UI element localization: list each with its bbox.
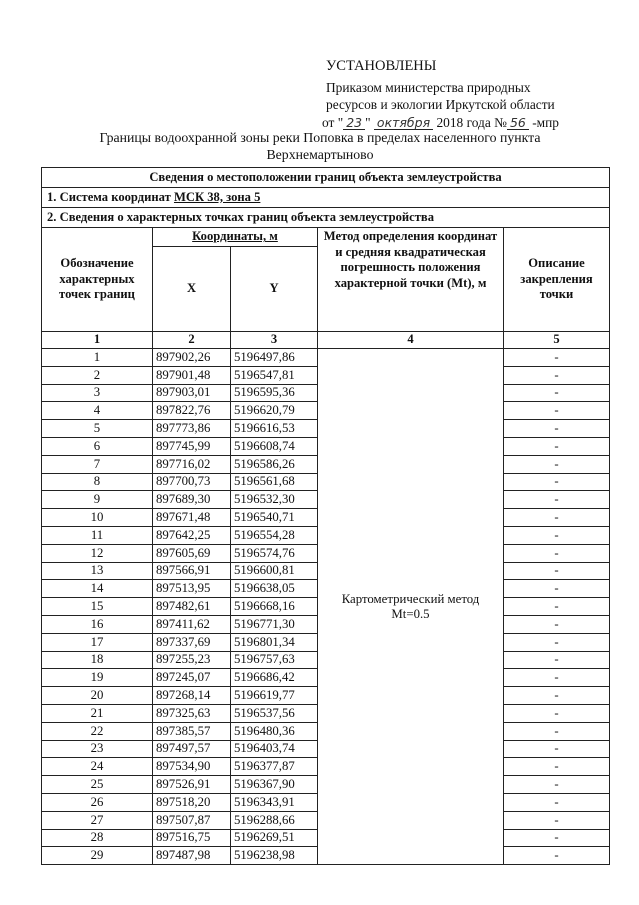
coordinate-x: 897507,87 [153, 811, 231, 829]
approval-heading: УСТАНОВЛЕНЫ [326, 58, 437, 74]
point-description: - [504, 526, 610, 544]
point-description: - [504, 758, 610, 776]
coordinate-system-row [42, 188, 610, 208]
coordinate-x: 897411,62 [153, 615, 231, 633]
coordinate-x: 897745,99 [153, 437, 231, 455]
coordinate-system-value: МСК 38, зона 5 [173, 189, 261, 204]
section-title: Сведения о местоположении границ объекта землеустройства [42, 168, 610, 188]
coordinate-x: 897671,48 [153, 509, 231, 527]
coordinate-y: 5196537,56 [231, 704, 318, 722]
point-number: 16 [42, 615, 153, 633]
coordinate-x: 897642,25 [153, 526, 231, 544]
point-description: - [504, 509, 610, 527]
coordinate-x: 897716,02 [153, 455, 231, 473]
coordinate-y: 5196600,81 [231, 562, 318, 580]
coordinate-x: 897689,30 [153, 491, 231, 509]
point-description: - [504, 455, 610, 473]
coordinate-y: 5196561,68 [231, 473, 318, 491]
point-description: - [504, 740, 610, 758]
header-y: Y [231, 247, 318, 332]
coordinate-x: 897773,86 [153, 420, 231, 438]
coordinate-y: 5196801,34 [231, 633, 318, 651]
coordinate-y: 5196608,74 [231, 437, 318, 455]
point-description: - [504, 473, 610, 491]
approval-line-1: Приказом министерства природных [326, 79, 531, 95]
coordinate-x: 897268,14 [153, 687, 231, 705]
handwritten-order-number: 56 [507, 116, 529, 130]
points-section-title: 2. Сведения о характерных точках границ объекта землеустройства [42, 208, 610, 228]
coordinate-x: 897487,98 [153, 847, 231, 865]
coordinate-y: 5196757,63 [231, 651, 318, 669]
point-number: 29 [42, 847, 153, 865]
coordinate-y: 5196480,36 [231, 722, 318, 740]
coordinate-x: 897513,95 [153, 580, 231, 598]
coordinate-x: 897497,57 [153, 740, 231, 758]
header-designation: Обозначение характерных точек границ [42, 228, 153, 332]
header-description: Описание закрепления точки [504, 228, 610, 332]
point-number: 9 [42, 491, 153, 509]
date-year: 2018 года № [436, 114, 507, 130]
coordinate-y: 5196367,90 [231, 776, 318, 794]
coordinate-y: 5196238,98 [231, 847, 318, 865]
coordinate-x: 897526,91 [153, 776, 231, 794]
point-number: 3 [42, 384, 153, 402]
point-number: 25 [42, 776, 153, 794]
coordinate-y: 5196554,28 [231, 526, 318, 544]
coordinate-y: 5196269,51 [231, 829, 318, 847]
coordinate-x: 897482,61 [153, 598, 231, 616]
point-description: - [504, 598, 610, 616]
coordinate-x: 897518,20 [153, 793, 231, 811]
point-number: 27 [42, 811, 153, 829]
coordinate-y: 5196771,30 [231, 615, 318, 633]
coordinate-x: 897337,69 [153, 633, 231, 651]
date-prefix: от " [322, 114, 344, 130]
coordinate-x: 897902,26 [153, 349, 231, 367]
point-description: - [504, 615, 610, 633]
coordinate-y: 5196403,74 [231, 740, 318, 758]
point-number: 15 [42, 598, 153, 616]
point-number: 14 [42, 580, 153, 598]
column-number: 5 [504, 332, 610, 349]
point-number: 1 [42, 349, 153, 367]
point-number: 10 [42, 509, 153, 527]
coordinate-y: 5196686,42 [231, 669, 318, 687]
point-number: 17 [42, 633, 153, 651]
point-number: 6 [42, 437, 153, 455]
point-description: - [504, 633, 610, 651]
point-number: 18 [42, 651, 153, 669]
coordinate-x: 897901,48 [153, 366, 231, 384]
coordinate-x: 897822,76 [153, 402, 231, 420]
point-number: 23 [42, 740, 153, 758]
coordinate-x: 897516,75 [153, 829, 231, 847]
handwritten-month: октября [374, 116, 433, 130]
coordinate-x: 897245,07 [153, 669, 231, 687]
coordinate-y: 5196343,91 [231, 793, 318, 811]
header-method: Метод определения координат и средняя квадратическая погрешность положения характерной точки (Mt), м [318, 228, 504, 332]
table-row [42, 349, 610, 367]
point-description: - [504, 544, 610, 562]
point-number: 11 [42, 526, 153, 544]
point-description: - [504, 491, 610, 509]
point-description: - [504, 793, 610, 811]
point-number: 12 [42, 544, 153, 562]
coordinate-system-label: 1. Система координат [47, 189, 174, 204]
title-line-1: Границы водоохранной зоны реки Поповка в пределах населенного пункта [99, 130, 541, 145]
point-number: 26 [42, 793, 153, 811]
header-x: X [153, 247, 231, 332]
handwritten-day: 23 [343, 116, 365, 130]
point-description: - [504, 420, 610, 438]
point-description: - [504, 776, 610, 794]
point-number: 8 [42, 473, 153, 491]
approval-block [322, 58, 626, 131]
column-number: 2 [153, 332, 231, 349]
date-quote: " [365, 114, 371, 130]
point-description: - [504, 580, 610, 598]
point-number: 13 [42, 562, 153, 580]
order-suffix: -мпр [532, 114, 559, 130]
point-description: - [504, 829, 610, 847]
coordinate-y: 5196595,36 [231, 384, 318, 402]
coordinate-y: 5196620,79 [231, 402, 318, 420]
point-description: - [504, 437, 610, 455]
coordinate-x: 897700,73 [153, 473, 231, 491]
coordinate-x: 897566,91 [153, 562, 231, 580]
coordinate-x: 897325,63 [153, 704, 231, 722]
approval-line-2: ресурсов и экологии Иркутской области [326, 97, 555, 112]
point-number: 20 [42, 687, 153, 705]
title-line-2: Верхнемартыново [266, 147, 374, 162]
coordinate-y: 5196497,86 [231, 349, 318, 367]
coordinate-y: 5196616,53 [231, 420, 318, 438]
point-description: - [504, 847, 610, 865]
coordinate-x: 897903,01 [153, 384, 231, 402]
coordinate-x: 897534,90 [153, 758, 231, 776]
point-description: - [504, 349, 610, 367]
column-number: 4 [318, 332, 504, 349]
point-description: - [504, 669, 610, 687]
boundary-table [41, 167, 610, 865]
coordinate-y: 5196547,81 [231, 366, 318, 384]
point-description: - [504, 384, 610, 402]
point-description: - [504, 366, 610, 384]
point-number: 21 [42, 704, 153, 722]
point-number: 7 [42, 455, 153, 473]
coordinate-y: 5196540,71 [231, 509, 318, 527]
point-description: - [504, 722, 610, 740]
coordinate-y: 5196288,66 [231, 811, 318, 829]
point-number: 4 [42, 402, 153, 420]
column-number: 1 [42, 332, 153, 349]
point-description: - [504, 704, 610, 722]
point-description: - [504, 687, 610, 705]
point-number: 5 [42, 420, 153, 438]
point-description: - [504, 651, 610, 669]
point-number: 28 [42, 829, 153, 847]
header-coordinates: Координаты, м [153, 228, 318, 247]
coordinate-y: 5196619,77 [231, 687, 318, 705]
document-title [40, 129, 600, 163]
coordinate-x: 897385,57 [153, 722, 231, 740]
coordinate-y: 5196586,26 [231, 455, 318, 473]
method-cell [318, 349, 504, 865]
coordinate-y: 5196668,16 [231, 598, 318, 616]
column-number: 3 [231, 332, 318, 349]
coordinate-y: 5196377,87 [231, 758, 318, 776]
coordinate-y: 5196574,76 [231, 544, 318, 562]
point-number: 22 [42, 722, 153, 740]
coordinate-y: 5196638,05 [231, 580, 318, 598]
point-description: - [504, 811, 610, 829]
point-number: 19 [42, 669, 153, 687]
point-number: 24 [42, 758, 153, 776]
method-name: Картометрический метод [341, 591, 480, 606]
coordinate-y: 5196532,30 [231, 491, 318, 509]
point-description: - [504, 562, 610, 580]
method-accuracy: Mt=0.5 [391, 606, 430, 621]
point-description: - [504, 402, 610, 420]
point-number: 2 [42, 366, 153, 384]
coordinate-x: 897255,23 [153, 651, 231, 669]
coordinate-x: 897605,69 [153, 544, 231, 562]
